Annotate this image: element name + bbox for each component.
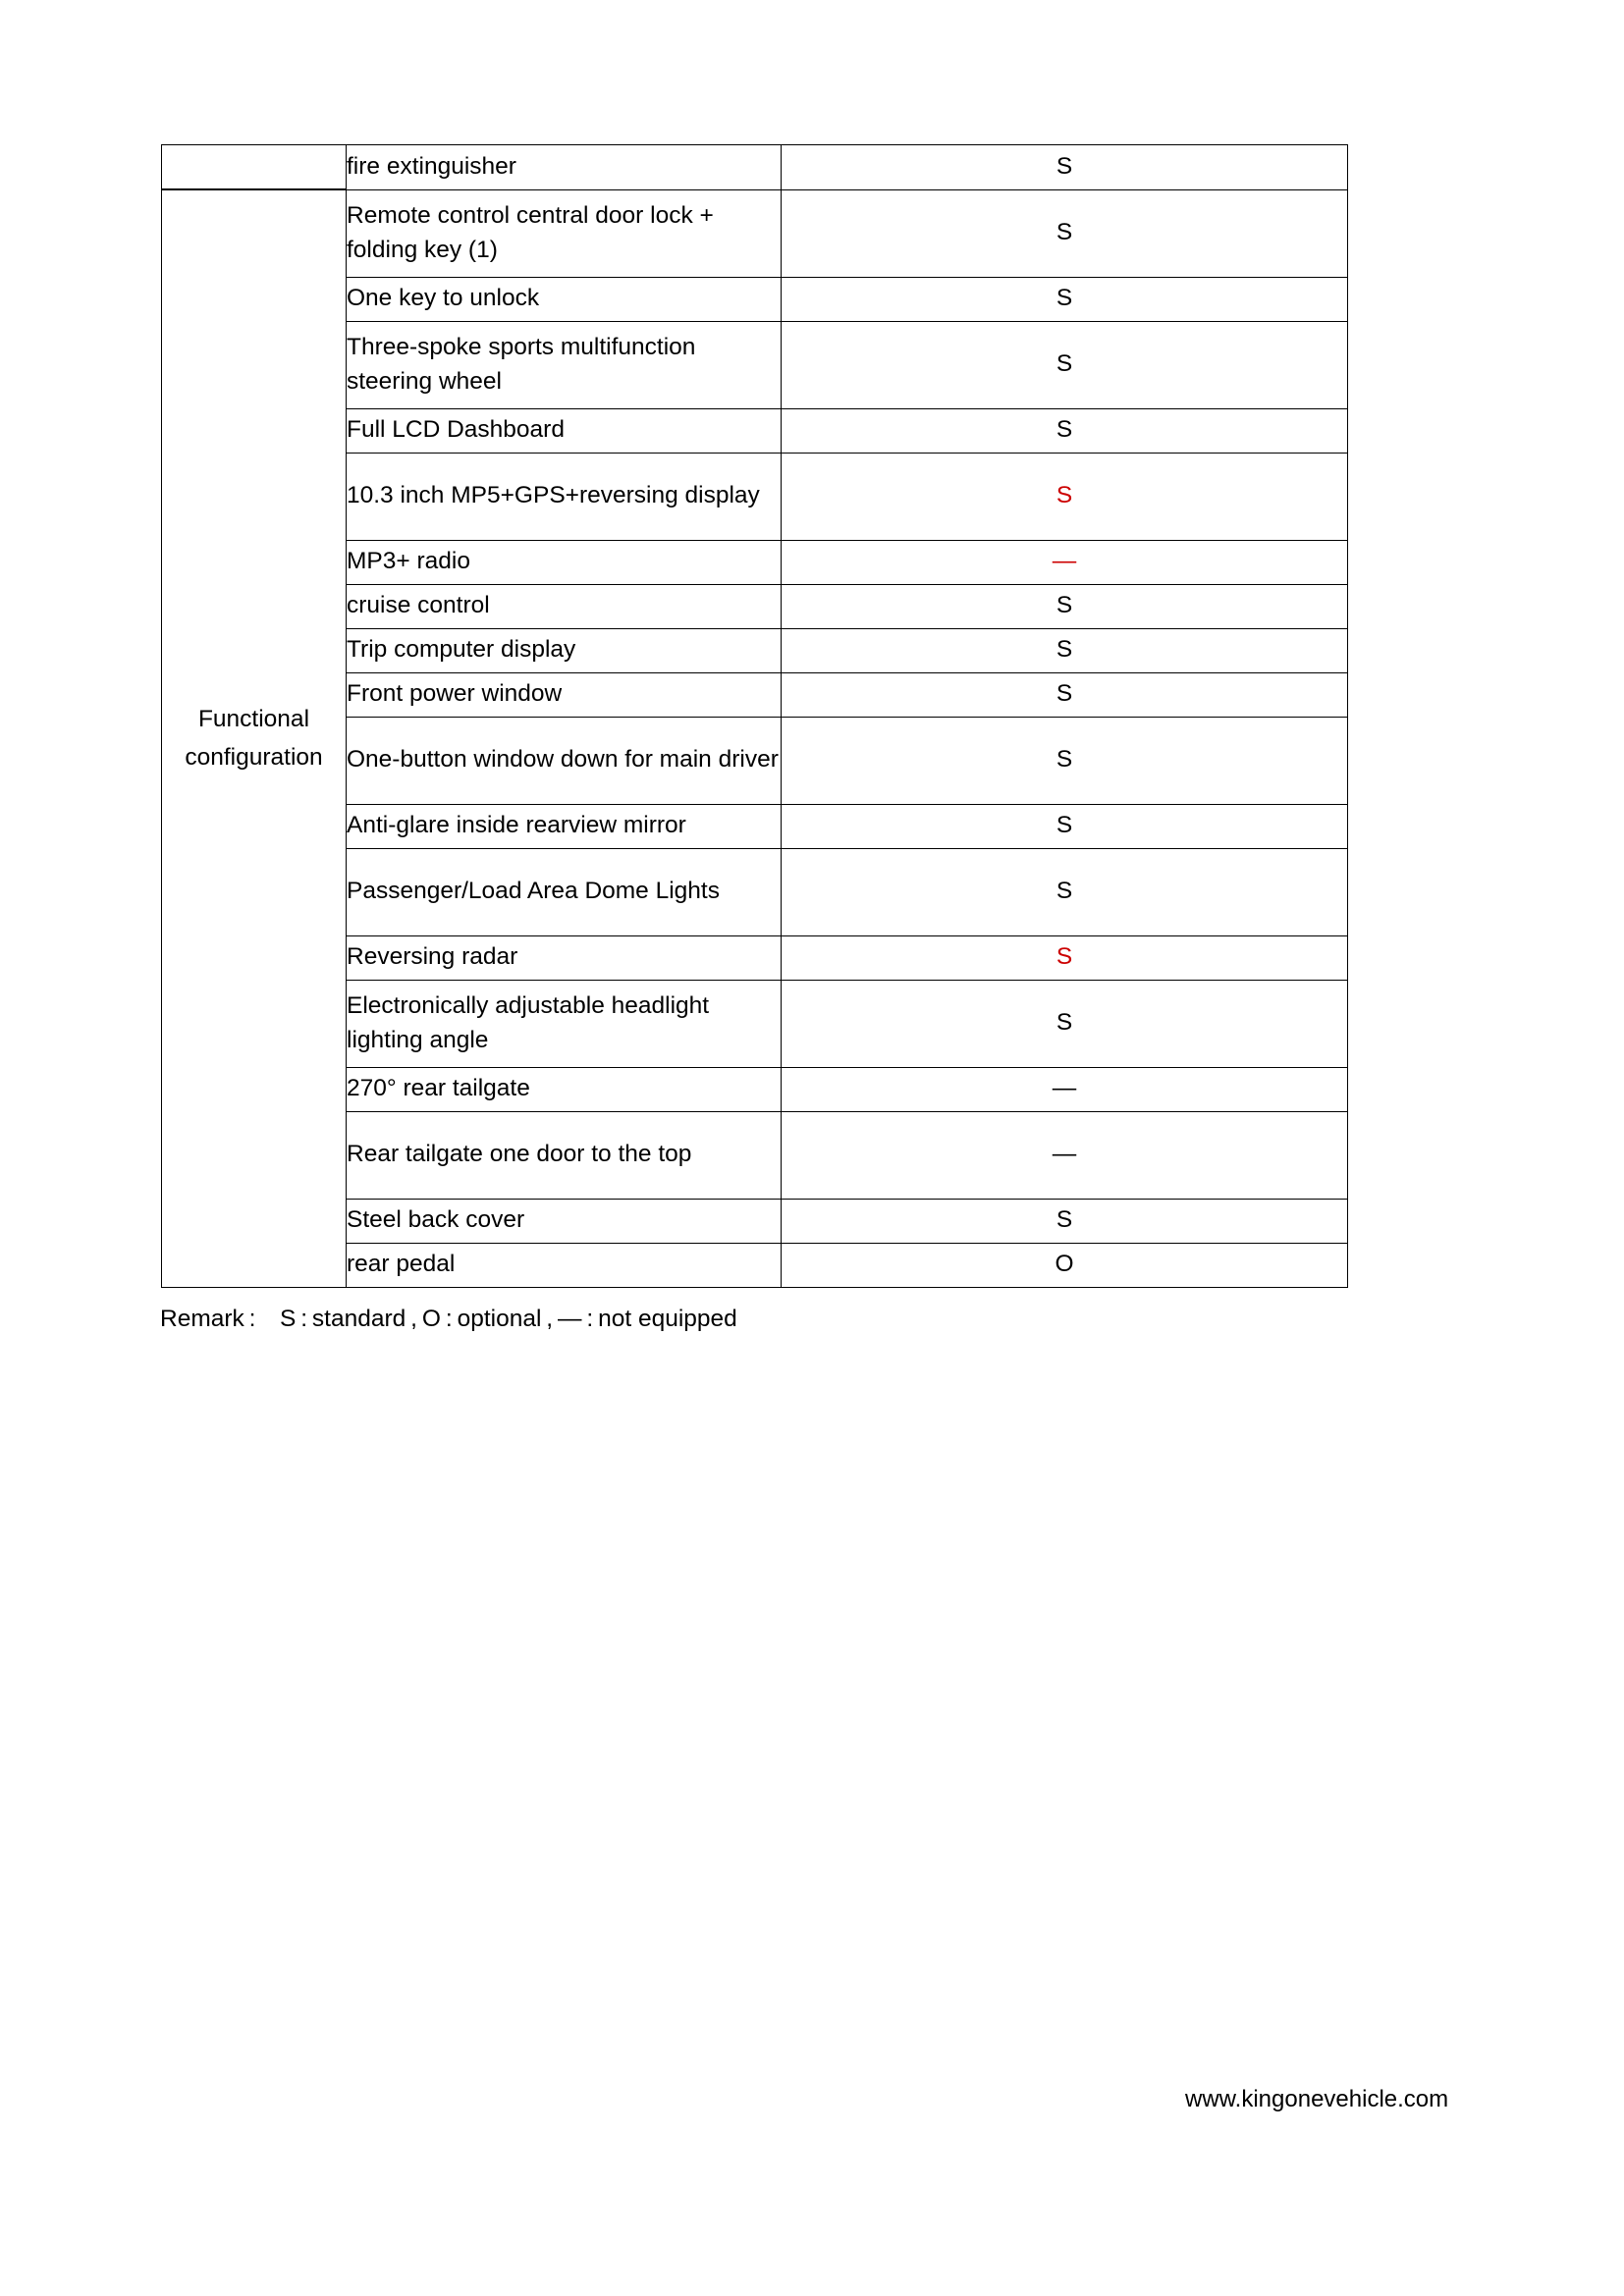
feature-availability-cell	[782, 672, 1348, 717]
feature-name-cell: MP3+ radio	[347, 540, 782, 584]
availability-code: S	[1056, 416, 1073, 444]
feature-name-cell: Three-spoke sports multifunction steering wheel	[347, 321, 782, 408]
availability-code: S	[1056, 878, 1073, 905]
availability-code: S	[1056, 219, 1073, 246]
not-equipped-dash: —	[1052, 1141, 1077, 1168]
availability-code: S	[1056, 1009, 1073, 1037]
availability-code: S	[1056, 592, 1073, 619]
availability-code: S	[1056, 636, 1073, 664]
availability-code: S	[1056, 350, 1073, 378]
feature-name-cell: fire extinguisher	[347, 145, 782, 190]
not-equipped-dash: —	[1052, 548, 1077, 575]
feature-name-cell: Reversing radar	[347, 935, 782, 980]
feature-name-cell: Front power window	[347, 672, 782, 717]
feature-availability-cell	[782, 935, 1348, 980]
availability-code: S	[1056, 152, 1073, 180]
feature-availability-cell	[782, 1199, 1348, 1243]
group-cell-empty	[162, 145, 347, 190]
group-cell-functional-configuration: Functional configuration	[162, 189, 347, 1287]
feature-name-cell: Full LCD Dashboard	[347, 408, 782, 453]
availability-code: S	[1056, 285, 1073, 312]
feature-availability-cell	[782, 189, 1348, 277]
feature-name-cell: 10.3 inch MP5+GPS+reversing display	[347, 453, 782, 540]
availability-code: S	[1056, 746, 1073, 774]
feature-name-cell: Rear tailgate one door to the top	[347, 1111, 782, 1199]
feature-availability-cell	[782, 145, 1348, 190]
feature-availability-cell	[782, 321, 1348, 408]
feature-name-cell: 270° rear tailgate	[347, 1067, 782, 1111]
feature-availability-cell	[782, 453, 1348, 540]
feature-name-cell: Passenger/Load Area Dome Lights	[347, 848, 782, 935]
feature-name-cell: One-button window down for main driver	[347, 717, 782, 804]
feature-availability-cell	[782, 848, 1348, 935]
feature-availability-cell	[782, 628, 1348, 672]
feature-availability-cell	[782, 804, 1348, 848]
table-row	[162, 189, 1348, 277]
not-equipped-dash: —	[1052, 1075, 1077, 1102]
availability-code: S	[1056, 812, 1073, 839]
feature-name-cell: Remote control central door lock + folding key (1)	[347, 189, 782, 277]
specification-table	[161, 144, 1348, 1288]
feature-availability-cell	[782, 408, 1348, 453]
availability-code: S	[1056, 943, 1073, 971]
feature-availability-cell	[782, 277, 1348, 321]
feature-availability-cell	[782, 1243, 1348, 1287]
remark-legend: Remark : S : standard , O : optional , — : not equipped	[160, 1306, 737, 1332]
specification-table-body	[162, 145, 1348, 1288]
feature-name-cell: Anti-glare inside rearview mirror	[347, 804, 782, 848]
feature-name-cell: One key to unlock	[347, 277, 782, 321]
feature-availability-cell	[782, 1067, 1348, 1111]
availability-code: S	[1056, 482, 1073, 509]
availability-code: S	[1056, 1206, 1073, 1234]
availability-code: O	[1055, 1251, 1074, 1278]
footer-website-url: www.kingonevehicle.com	[1185, 2086, 1449, 2112]
feature-name-cell: Electronically adjustable headlight lighting angle	[347, 980, 782, 1067]
specification-table-container	[161, 144, 1347, 1288]
feature-availability-cell	[782, 540, 1348, 584]
availability-code: S	[1056, 680, 1073, 708]
feature-availability-cell	[782, 1111, 1348, 1199]
feature-availability-cell	[782, 980, 1348, 1067]
table-row	[162, 145, 1348, 190]
feature-name-cell: Steel back cover	[347, 1199, 782, 1243]
feature-availability-cell	[782, 584, 1348, 628]
feature-name-cell: rear pedal	[347, 1243, 782, 1287]
feature-availability-cell	[782, 717, 1348, 804]
feature-name-cell: Trip computer display	[347, 628, 782, 672]
feature-name-cell: cruise control	[347, 584, 782, 628]
